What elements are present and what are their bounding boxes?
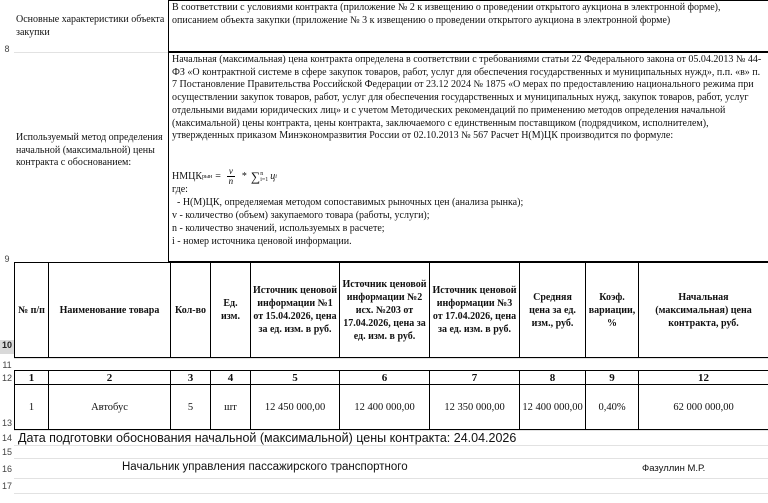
row-number[interactable]: 9 — [4, 254, 10, 264]
nmck-cell[interactable]: 62 000 000,00 — [638, 384, 768, 430]
section9-text: Начальная (максимальная) цена контракта определена в соответствии с требованиями статьи 22 Федерального закона от 05.04.2013 № 44-ФЗ «О контрактной системе в сфере закупок товаров, работ, услуг для обеспечения государственных и муниципальных нужд», п.п. «в» п. 7 Постановление Правительства Российской Федерации от 23.12 2024 № 1875 «О мерах по предоставлению национального режима при осуществлении закупок товаров, работ, услуг для обеспечения государственных и муниципальных нужд, закупок товаров, работ, услуг отдельными видами юридических лиц» и с учетом Методических рекомендаций по применению методов определения начальной (максимальной) цены контракта, цены контракта, заключаемого с единственным поставщиком (подрядчиком, исполнителем), утвержденных приказом Минэкономразвития России от 02.10.2013 № 567 Расчет Н(М)ЦК производится по формуле: — [172, 54, 762, 142]
formula-superscript: рын — [202, 173, 213, 180]
date-line[interactable]: Дата подготовки обоснования начальной (максимальной) цены контракта: 24.04.2026 — [18, 431, 517, 445]
colnum-cell[interactable]: 6 — [339, 370, 430, 385]
colnum-cell[interactable]: 9 — [585, 370, 639, 385]
header-number[interactable]: № п/п — [14, 262, 49, 358]
header-average-price[interactable]: Средняя цена за ед. изм., руб. — [519, 262, 586, 358]
formula-legend-1: - Н(М)ЦК, определяемая методом сопоставимых рыночных цен (анализа рынка); — [172, 197, 524, 208]
header-unit[interactable]: Ед. изм. — [210, 262, 251, 358]
formula-legend-3: n - количество значений, используемых в расчете; — [172, 223, 385, 234]
colnum-cell[interactable]: 1 — [14, 370, 49, 385]
row-number[interactable]: 13 — [1, 418, 12, 428]
header-source-1[interactable]: Источник ценовой информации №1 от 15.04.2026, цена за ед. изм. в руб. — [250, 262, 340, 358]
colnum-cell[interactable]: 2 — [48, 370, 171, 385]
formula-prefix: НМЦК — [172, 171, 203, 182]
section9-label: Используемый метод определения начальной (максимальной) цены контракта с обоснованием: — [16, 132, 163, 169]
colnum-cell[interactable]: 8 — [519, 370, 586, 385]
row-number[interactable]: 8 — [4, 44, 10, 54]
row-number[interactable]: 17 — [1, 481, 12, 491]
formula-sum-limits — [260, 171, 268, 183]
section8-label: Основные характеристики объекта закупки — [16, 14, 165, 38]
sum-lower-limit: i=1 — [260, 176, 269, 183]
formula-term-index: i — [275, 173, 277, 180]
row-number[interactable]: 14 — [1, 433, 12, 443]
gridline — [14, 445, 768, 446]
formula-sum-sign: ∑ — [250, 168, 261, 184]
average-price-cell[interactable]: 12 400 000,00 — [519, 384, 586, 430]
formula-equals: = — [215, 171, 221, 182]
gridline — [14, 458, 768, 459]
signature-position[interactable]: Начальник управления пассажирского транспортного — [122, 461, 408, 473]
product-name-cell[interactable]: Автобус — [48, 384, 171, 430]
formula-legend-4: i - номер источника ценовой информации. — [172, 236, 352, 247]
header-variation-coef[interactable]: Коэф. вариации, % — [585, 262, 639, 358]
source-2-price-cell[interactable]: 12 400 000,00 — [339, 384, 430, 430]
row-number[interactable]: 15 — [1, 447, 12, 457]
formula-multiply: * — [241, 171, 247, 182]
colnum-cell[interactable]: 4 — [210, 370, 251, 385]
formula-legend-2: v - количество (объем) закупаемого товара (работы, услуги); — [172, 210, 430, 221]
header-quantity[interactable]: Кол-во — [170, 262, 211, 358]
header-product-name[interactable]: Наименование товара — [48, 262, 171, 358]
formula-term: ц — [270, 171, 276, 182]
header-source-3[interactable]: Источник ценовой информации №3 от 17.04.2026, цена за ед. изм. в руб. — [429, 262, 520, 358]
sum-upper-limit: n — [260, 170, 264, 177]
row-number[interactable]: 12 — [1, 373, 12, 383]
quantity-cell[interactable]: 5 — [170, 384, 211, 430]
row-number-selected[interactable]: 10 — [0, 340, 14, 354]
formula-denominator: n — [228, 176, 234, 186]
row-number-cell[interactable]: 1 — [14, 384, 49, 430]
colnum-cell[interactable]: 7 — [429, 370, 520, 385]
source-3-price-cell[interactable]: 12 350 000,00 — [429, 384, 520, 430]
row-number[interactable]: 11 — [2, 360, 12, 370]
formula-numerator: v — [228, 166, 233, 176]
variation-coef-cell[interactable]: 0,40% — [585, 384, 639, 430]
header-source-2[interactable]: Источник ценовой информации №2 исх. №203 от 17.04.2026, цена за ед. изм. в руб. — [339, 262, 430, 358]
colnum-cell[interactable]: 12 — [638, 370, 768, 385]
header-nmck[interactable]: Начальная (максимальная) цена контракта, руб. — [638, 262, 768, 358]
row-number[interactable]: 16 — [1, 464, 12, 474]
gridline — [14, 478, 768, 479]
unit-cell[interactable]: шт — [210, 384, 251, 430]
formula-where: где: — [172, 184, 188, 195]
signature-name[interactable]: Фазуллин М.Р. — [642, 463, 706, 474]
colnum-cell[interactable]: 5 — [250, 370, 340, 385]
gridline — [14, 358, 768, 359]
gridline — [14, 493, 768, 494]
section8-text: В соответствии с условиями контракта (приложение № 2 к извещению о проведении открытого аукциона в электронной форме), описанием объекта закупки (приложение № 3 к извещению о проведении открытого аукциона в электронной форме) — [172, 2, 721, 26]
colnum-cell[interactable]: 3 — [170, 370, 211, 385]
source-1-price-cell[interactable]: 12 450 000,00 — [250, 384, 340, 430]
